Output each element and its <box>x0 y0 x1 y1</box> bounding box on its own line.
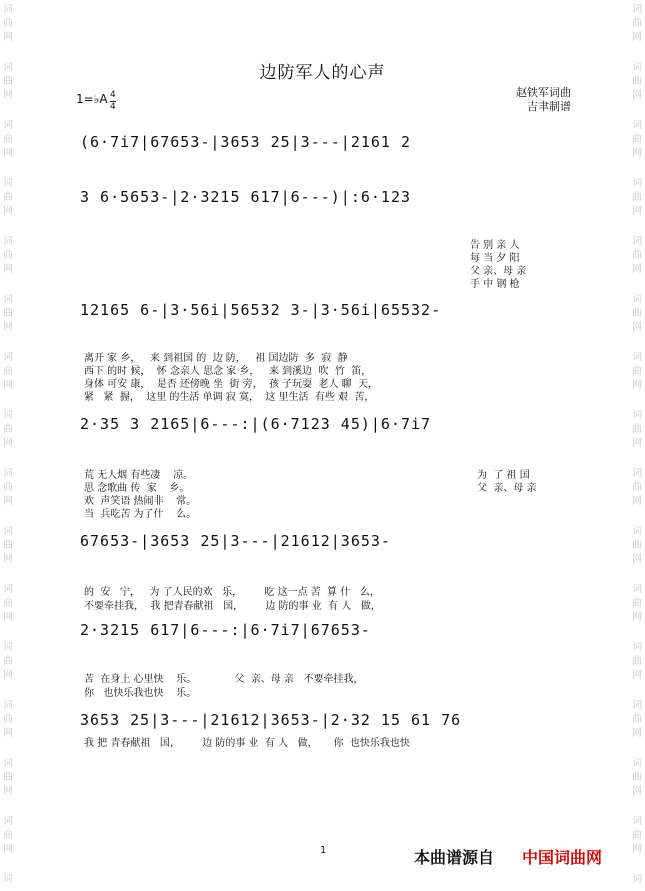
watermark-glyph: 曲 <box>632 830 642 841</box>
watermark-glyph: 网 <box>632 554 642 565</box>
watermark-glyph: 词 <box>632 120 642 131</box>
page-number: 1 <box>320 845 327 856</box>
notes-row-1: (6·7i7|67653-|3653 25|3---|2161 2 <box>80 133 412 151</box>
watermark-glyph: 网 <box>632 206 642 217</box>
verse-block-2: 离开 家 乡， 来 到祖国 的 边 防， 祖 国边防 多 寂 静 西下 的时 候， 怀 念亲人 思念 家 乡， 来 到溪边 吹 竹 笛， 身体 可安 康， 是否 还傍晚 坐 街 旁， 孩 子玩耍 老人 聊 天， 紧 紧 握， 这里 的生活 单调 寂 寞， 这 里生活 有些 艰 苦， <box>84 353 379 403</box>
time-signature: 4 4 <box>110 90 116 112</box>
verse-block-3: 荒 无人烟 有些凄 凉。 思 念歌曲 传 家 乡。 欢 声笑语 热闹非 常。 当 兵吃苦 为了什 么。 <box>84 470 197 520</box>
watermark-glyph: 词 <box>3 468 13 479</box>
score-row-4 <box>70 413 570 437</box>
watermark-glyph: 曲 <box>3 714 13 725</box>
watermark-glyph: 词 <box>3 700 13 711</box>
watermark-glyph: 网 <box>632 844 642 855</box>
verse-block-7: 我 把 青春献祖 国， 边 防的事 业 有 人 做， 你 也快乐我也快 <box>84 738 410 749</box>
watermark-glyph: 网 <box>3 728 13 739</box>
watermark-glyph: 网 <box>632 786 642 797</box>
verse-block-4: 为 了 祖 国 父 亲、母 亲 <box>477 470 537 494</box>
watermark-glyph: 网 <box>3 32 13 43</box>
verse-block-6: 苦 在身上 心里快 乐。 父 亲、母 亲 不要牵挂我， 你 也快乐我也快 乐。 <box>84 674 364 699</box>
watermark-glyph: 词 <box>632 178 642 189</box>
watermark-glyph: 曲 <box>632 598 642 609</box>
watermark-glyph: 词 <box>632 816 642 827</box>
watermark-glyph: 曲 <box>3 250 13 261</box>
watermark-glyph: 曲 <box>632 424 642 435</box>
watermark-glyph: 词 <box>3 410 13 421</box>
notes-row-6: 2·3215 617|6---:|6·7i7|67653- <box>80 621 371 639</box>
watermark-glyph: 词 <box>3 294 13 305</box>
watermark-glyph: 词 <box>3 178 13 189</box>
verse-block-1: 告 别 亲 人 每 当 夕 阳 父 亲、母 亲 手 中 钢 枪 <box>470 240 527 290</box>
watermark-glyph: 曲 <box>632 250 642 261</box>
watermark-glyph: 网 <box>632 612 642 623</box>
watermark-glyph: 曲 <box>632 18 642 29</box>
watermark-glyph: 网 <box>3 264 13 275</box>
key-signature: 1=♭A <box>76 92 108 106</box>
watermark-glyph: 曲 <box>3 424 13 435</box>
watermark-glyph: 曲 <box>632 482 642 493</box>
watermark-glyph: 曲 <box>3 366 13 377</box>
watermark-glyph: 网 <box>632 264 642 275</box>
watermark-glyph: 词 <box>3 758 13 769</box>
watermark-glyph: 网 <box>3 148 13 159</box>
watermark-glyph: 曲 <box>3 656 13 667</box>
watermark-glyph: 曲 <box>3 540 13 551</box>
watermark-glyph: 词 <box>632 294 642 305</box>
watermark-glyph: 网 <box>632 322 642 333</box>
watermark-glyph: 网 <box>3 612 13 623</box>
watermark-glyph: 网 <box>3 844 13 855</box>
watermark-glyph: 词 <box>632 700 642 711</box>
watermark-glyph: 词 <box>632 4 642 15</box>
watermark-glyph: 曲 <box>632 772 642 783</box>
score-row-1 <box>70 131 570 155</box>
verse-block-5: 的 安 宁， 为 了人民的欢 乐， 吃 这一点 苦 算 什 么， 不要牵挂我， 我 把青春献祖 国， 边 防的事 业 有 人 做， <box>84 587 381 612</box>
song-title: 边防军人的心声 <box>259 63 386 83</box>
watermark-glyph: 网 <box>632 728 642 739</box>
watermark-right <box>629 0 645 891</box>
watermark-glyph: 词 <box>3 236 13 247</box>
watermark-glyph: 曲 <box>632 540 642 551</box>
watermark-glyph: 词 <box>632 410 642 421</box>
watermark-glyph: 曲 <box>632 134 642 145</box>
watermark-glyph: 曲 <box>3 18 13 29</box>
watermark-glyph: 网 <box>632 438 642 449</box>
watermark-glyph: 词 <box>632 874 642 885</box>
score-row-3 <box>70 299 570 323</box>
notes-row-7: 3653 25|3---|21612|3653-|2·32 15 61 76 <box>80 711 462 729</box>
watermark-glyph: 词 <box>632 62 642 73</box>
watermark-glyph: 网 <box>3 322 13 333</box>
watermark-glyph: 网 <box>632 148 642 159</box>
watermark-glyph: 曲 <box>632 656 642 667</box>
watermark-glyph: 词 <box>3 874 13 885</box>
watermark-glyph: 网 <box>632 380 642 391</box>
watermark-glyph: 曲 <box>3 308 13 319</box>
notes-row-3: 12165 6-|3·56i|56532 3-|3·56i|65532- <box>80 301 442 319</box>
watermark-glyph: 网 <box>632 496 642 507</box>
credit-composer: 赵铁军词曲 <box>516 86 571 99</box>
watermark-glyph: 词 <box>3 816 13 827</box>
watermark-glyph: 词 <box>3 4 13 15</box>
watermark-glyph: 网 <box>3 438 13 449</box>
watermark-glyph: 网 <box>3 90 13 101</box>
watermark-glyph: 曲 <box>3 192 13 203</box>
notes-row-4: 2·35 3 2165|6---:|(6·7123 45)|6·7i7 <box>80 415 432 433</box>
watermark-glyph: 词 <box>3 642 13 653</box>
watermark-glyph: 网 <box>3 496 13 507</box>
site-name: 中国词曲网 <box>522 848 603 867</box>
watermark-glyph: 网 <box>3 554 13 565</box>
watermark-glyph: 词 <box>632 468 642 479</box>
watermark-glyph: 网 <box>3 206 13 217</box>
watermark-glyph: 词 <box>632 758 642 769</box>
score-row-7 <box>70 709 570 733</box>
source-label: 本曲谱源自 <box>414 848 495 867</box>
watermark-left <box>0 0 16 891</box>
watermark-glyph: 词 <box>632 642 642 653</box>
credit-transcriber: 吉聿制谱 <box>527 100 571 113</box>
watermark-glyph: 网 <box>632 670 642 681</box>
watermark-glyph: 网 <box>3 380 13 391</box>
watermark-glyph: 曲 <box>632 308 642 319</box>
watermark-glyph: 曲 <box>3 482 13 493</box>
watermark-glyph: 词 <box>632 526 642 537</box>
watermark-glyph: 曲 <box>632 192 642 203</box>
score-row-6 <box>70 619 570 643</box>
watermark-glyph: 词 <box>3 526 13 537</box>
watermark-glyph: 曲 <box>632 714 642 725</box>
watermark-glyph: 曲 <box>3 772 13 783</box>
watermark-glyph: 词 <box>3 120 13 131</box>
watermark-glyph: 词 <box>3 352 13 363</box>
score-row-2 <box>70 186 570 210</box>
watermark-glyph: 网 <box>632 32 642 43</box>
watermark-glyph: 网 <box>632 90 642 101</box>
notes-row-2: 3 6·5653-|2·3215 617|6---)|:6·123 <box>80 188 412 206</box>
watermark-glyph: 曲 <box>632 76 642 87</box>
watermark-glyph: 曲 <box>3 598 13 609</box>
watermark-glyph: 词 <box>632 236 642 247</box>
watermark-glyph: 词 <box>3 62 13 73</box>
watermark-glyph: 网 <box>3 786 13 797</box>
watermark-glyph: 曲 <box>3 830 13 841</box>
watermark-glyph: 网 <box>3 670 13 681</box>
watermark-glyph: 词 <box>632 352 642 363</box>
watermark-glyph: 词 <box>3 584 13 595</box>
score-row-5 <box>70 530 570 554</box>
watermark-glyph: 曲 <box>3 134 13 145</box>
watermark-glyph: 曲 <box>632 366 642 377</box>
watermark-glyph: 曲 <box>3 76 13 87</box>
notes-row-5: 67653-|3653 25|3---|21612|3653- <box>80 532 391 550</box>
watermark-glyph: 词 <box>632 584 642 595</box>
